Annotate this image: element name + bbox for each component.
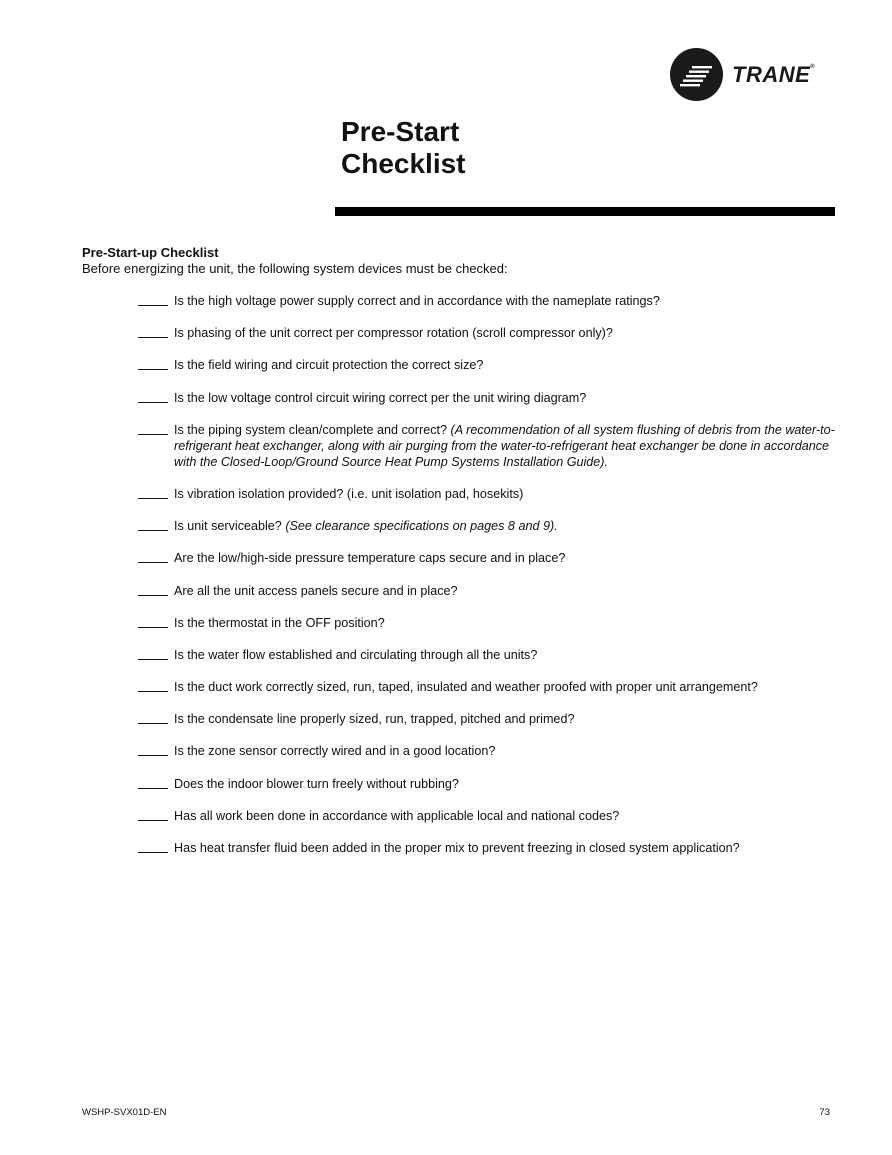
checklist — [138, 293, 838, 872]
check-blank-line[interactable] — [138, 422, 168, 435]
footer-page-number: 73 — [819, 1107, 830, 1118]
item-text: Is unit serviceable? — [174, 519, 286, 534]
check-blank-line[interactable] — [138, 840, 168, 853]
page-title-line-2: Checklist — [341, 148, 466, 179]
item-text: Has heat transfer fluid been added in the proper mix to prevent freezing in closed system application? — [174, 841, 740, 855]
item-text: Is the low voltage control circuit wiring correct per the unit wiring diagram? — [174, 390, 587, 405]
check-blank-line[interactable] — [138, 808, 168, 821]
checklist-item — [138, 583, 838, 599]
registered-mark: ® — [810, 64, 816, 70]
check-blank-line[interactable] — [138, 647, 168, 660]
footer-doc-number: WSHP-SVX01D-EN — [82, 1107, 167, 1118]
check-blank-line[interactable] — [138, 293, 168, 306]
checklist-item — [138, 840, 838, 856]
check-blank-line[interactable] — [138, 679, 168, 692]
item-note: (See clearance specifications on pages 8 and 9). — [285, 519, 558, 534]
item-text: Has all work been done in accordance with applicable local and national codes? — [174, 808, 620, 823]
item-text: Are all the unit access panels secure and in place? — [174, 583, 458, 598]
trane-logo-wordmark — [732, 62, 815, 88]
item-text: Is the zone sensor correctly wired and in a good location? — [174, 744, 496, 759]
item-text: Is the condensate line properly sized, run, trapped, pitched and primed? — [174, 712, 575, 727]
checklist-item — [138, 550, 838, 566]
item-text: Is the piping system clean/complete and correct? — [174, 422, 451, 437]
checklist-item — [138, 325, 838, 341]
checklist-item — [138, 486, 838, 502]
check-blank-line[interactable] — [138, 357, 168, 370]
item-text: Is the thermostat in the OFF position? — [174, 615, 385, 630]
item-text: Is the field wiring and circuit protection the correct size? — [174, 358, 484, 373]
page-title-line-1: Pre-Start — [341, 116, 460, 147]
checklist-item — [138, 711, 838, 727]
logo-text: TRANE — [732, 62, 811, 87]
item-text: Is the duct work correctly sized, run, taped, insulated and weather proofed with proper unit arrangement? — [174, 680, 758, 695]
item-text: Does the indoor blower turn freely without rubbing? — [174, 776, 459, 791]
item-note: (A recommendation of all system flushing of debris from the water-to-refrigerant heat exchanger, along with air purging from the water-to-refrigerant heat exchanger be done in accordance with the Closed-Loop/Ground Source Heat Pump Systems Installation Guide). — [174, 422, 835, 469]
check-blank-line[interactable] — [138, 325, 168, 338]
title-rule — [335, 207, 835, 216]
trane-logo — [670, 48, 840, 104]
check-blank-line[interactable] — [138, 518, 168, 531]
check-blank-line[interactable] — [138, 486, 168, 499]
check-blank-line[interactable] — [138, 743, 168, 756]
page-title — [341, 116, 466, 180]
trane-logo-emblem-icon — [670, 48, 723, 101]
checklist-item — [138, 647, 838, 663]
checklist-item — [138, 776, 838, 792]
check-blank-line[interactable] — [138, 550, 168, 563]
section-heading: Pre-Start-up Checklist — [82, 245, 219, 260]
checklist-item — [138, 679, 838, 695]
checklist-item — [138, 390, 838, 406]
check-blank-line[interactable] — [138, 583, 168, 596]
check-blank-line[interactable] — [138, 615, 168, 628]
checklist-item — [138, 293, 838, 309]
check-blank-line[interactable] — [138, 390, 168, 403]
checklist-item — [138, 518, 838, 534]
item-text: Is the water flow established and circulating through all the units? — [174, 647, 538, 662]
checklist-item — [138, 808, 838, 824]
item-text: Is phasing of the unit correct per compressor rotation (scroll compressor only)? — [174, 326, 613, 341]
checklist-item — [138, 357, 838, 373]
checklist-item — [138, 743, 838, 759]
section-intro: Before energizing the unit, the following system devices must be checked: — [82, 261, 508, 276]
item-text: Is the high voltage power supply correct and in accordance with the nameplate ratings? — [174, 294, 660, 308]
check-blank-line[interactable] — [138, 711, 168, 724]
item-text: Is vibration isolation provided? (i.e. unit isolation pad, hosekits) — [174, 486, 524, 501]
checklist-item — [138, 422, 838, 470]
checklist-item — [138, 615, 838, 631]
check-blank-line[interactable] — [138, 776, 168, 789]
item-text: Are the low/high-side pressure temperature caps secure and in place? — [174, 551, 566, 566]
